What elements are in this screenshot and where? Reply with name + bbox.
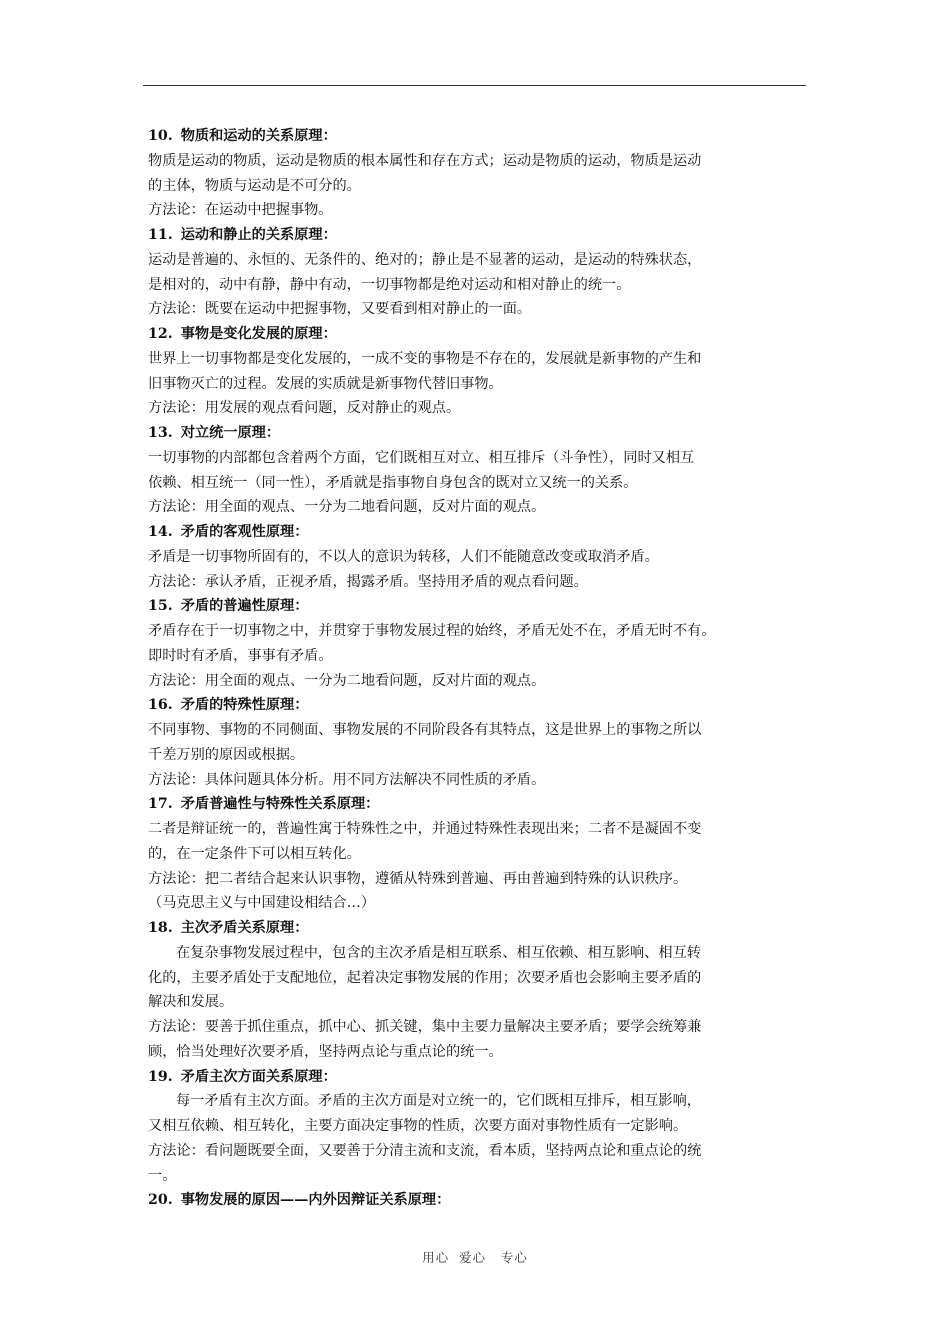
document-body xyxy=(148,124,816,1213)
section-number: 17. xyxy=(148,796,173,813)
body-line: 又相互依赖、相互转化，主要方面决定事物的性质，次要方面对事物性质有一定影响。 xyxy=(148,1118,688,1134)
method-line: 方法论：用全面的观点、一分为二地看问题，反对片面的观点。 xyxy=(148,672,546,689)
section-title: 矛盾主次方面关系原理： xyxy=(180,1068,337,1085)
section-heading xyxy=(148,916,816,941)
section-title: 矛盾的特殊性原理： xyxy=(180,697,309,714)
section-heading xyxy=(148,1065,816,1090)
header-rule xyxy=(143,85,806,86)
section-heading xyxy=(148,792,816,817)
body-line: 是相对的，动中有静，静中有动，一切事物都是绝对运动和相对静止的统一。 xyxy=(148,276,631,293)
body-line: 化的，主要矛盾处于支配地位，起着决定事物发展的作用；次要矛盾也会影响主要矛盾的 xyxy=(148,969,702,986)
body-line: 旧事物灭亡的过程。发展的实质就是新事物代替旧事物。 xyxy=(148,375,503,392)
body-line: 一切事物的内部都包含着两个方面，它们既相互对立、相互排斥（斗争性），同时又相互 xyxy=(148,449,695,466)
body-line: 依赖、相互统一（同一性），矛盾就是指事物自身包含的既对立又统一的关系。 xyxy=(148,474,638,491)
section-heading xyxy=(148,520,816,545)
section-number: 10. xyxy=(148,128,173,144)
body-line: 物质是运动的物质，运动是物质的根本属性和存在方式；运动是物质的运动，物质是运动 xyxy=(148,152,702,169)
section-number: 15. xyxy=(148,598,173,615)
section-title: 矛盾普遍性与特殊性关系原理： xyxy=(180,796,380,813)
section-number: 19. xyxy=(148,1068,173,1085)
method-line: 方法论：既要在运动中把握事物，又要看到相对静止的一面。 xyxy=(148,301,532,318)
section-number: 14. xyxy=(148,524,173,540)
section-title: 矛盾的普遍性原理： xyxy=(180,598,309,615)
body-line: 即时时有矛盾，事事有矛盾。 xyxy=(148,647,333,664)
section-title: 物质和运动的关系原理： xyxy=(180,128,337,144)
method-line: 方法论：看问题既要全面，又要善于分清主流和支流，看本质，坚持两点论和重点论的统 xyxy=(148,1142,702,1159)
method-line: 方法论：把二者结合起来认识事物，遵循从特殊到普遍、再由普遍到特殊的认识秩序。 xyxy=(148,870,688,887)
method-line: 方法论：承认矛盾，正视矛盾，揭露矛盾。坚持用矛盾的观点看问题。 xyxy=(148,573,588,590)
body-line: 解决和发展。 xyxy=(148,994,234,1011)
section-heading xyxy=(148,1188,816,1213)
body-line: 千差万别的原因或根据。 xyxy=(148,746,305,763)
section-title: 主次矛盾关系原理： xyxy=(180,920,309,936)
section-number: 18. xyxy=(148,920,173,936)
section-heading xyxy=(148,693,816,718)
body-line: 矛盾是一切事物所固有的，不以人的意识为转移，人们不能随意改变或取消矛盾。 xyxy=(148,548,659,565)
page-footer: 用心 爱心 专心 xyxy=(422,1250,528,1265)
body-line: 在复杂事物发展过程中，包含的主次矛盾是相互联系、相互依赖、相互影响、相互转 xyxy=(176,944,701,961)
section-number: 13. xyxy=(148,425,173,441)
section-number: 12. xyxy=(148,326,173,342)
body-line: （马克思主义与中国建设相结合…） xyxy=(148,895,376,912)
section-heading xyxy=(148,322,816,347)
section-heading xyxy=(148,594,816,619)
body-line: 每一矛盾有主次方面。矛盾的主次方面是对立统一的，它们既相互排斥，相互影响， xyxy=(176,1093,701,1110)
method-line: 方法论：要善于抓住重点，抓中心、抓关键，集中主要力量解决主要矛盾；要学会统筹兼 xyxy=(148,1019,702,1035)
section-number: 11. xyxy=(148,227,173,243)
section-title: 事物是变化发展的原理： xyxy=(180,326,337,342)
section-heading xyxy=(148,421,816,446)
method-line: 方法论：在运动中把握事物。 xyxy=(148,202,333,219)
body-line: 一。 xyxy=(148,1167,177,1184)
method-line: 方法论：用全面的观点、一分为二地看问题，反对片面的观点。 xyxy=(148,499,546,516)
section-number: 16. xyxy=(148,697,173,714)
body-line: 世界上一切事物都是变化发展的，一成不变的事物是不存在的，发展就是新事物的产生和 xyxy=(148,350,702,367)
body-line: 二者是辩证统一的，普遍性寓于特殊性之中，并通过特殊性表现出来；二者不是凝固不变 xyxy=(148,821,702,837)
section-heading xyxy=(148,124,816,149)
section-title: 运动和静止的关系原理： xyxy=(180,227,337,243)
section-number: 20. xyxy=(148,1192,173,1209)
body-line: 顾，恰当处理好次要矛盾，坚持两点论与重点论的统一。 xyxy=(148,1043,503,1060)
body-line: 不同事物、事物的不同侧面、事物发展的不同阶段各有其特点，这是世界上的事物之所以 xyxy=(148,722,702,738)
section-title: 矛盾的客观性原理： xyxy=(180,524,309,540)
method-line: 方法论：用发展的观点看问题，反对静止的观点。 xyxy=(148,400,461,417)
section-heading xyxy=(148,223,816,248)
body-line: 运动是普遍的、永恒的、无条件的、绝对的；静止是不显著的运动，是运动的特殊状态， xyxy=(148,251,702,268)
body-line: 的，在一定条件下可以相互转化。 xyxy=(148,845,361,862)
section-title: 事物发展的原因——内外因辩证关系原理： xyxy=(180,1192,451,1209)
body-line: 矛盾存在于一切事物之中，并贯穿于事物发展过程的始终，矛盾无处不在，矛盾无时不有。 xyxy=(148,623,716,639)
method-line: 方法论：具体问题具体分析。用不同方法解决不同性质的矛盾。 xyxy=(148,771,546,788)
section-title: 对立统一原理： xyxy=(180,425,281,441)
body-line: 的主体，物质与运动是不可分的。 xyxy=(148,177,361,194)
